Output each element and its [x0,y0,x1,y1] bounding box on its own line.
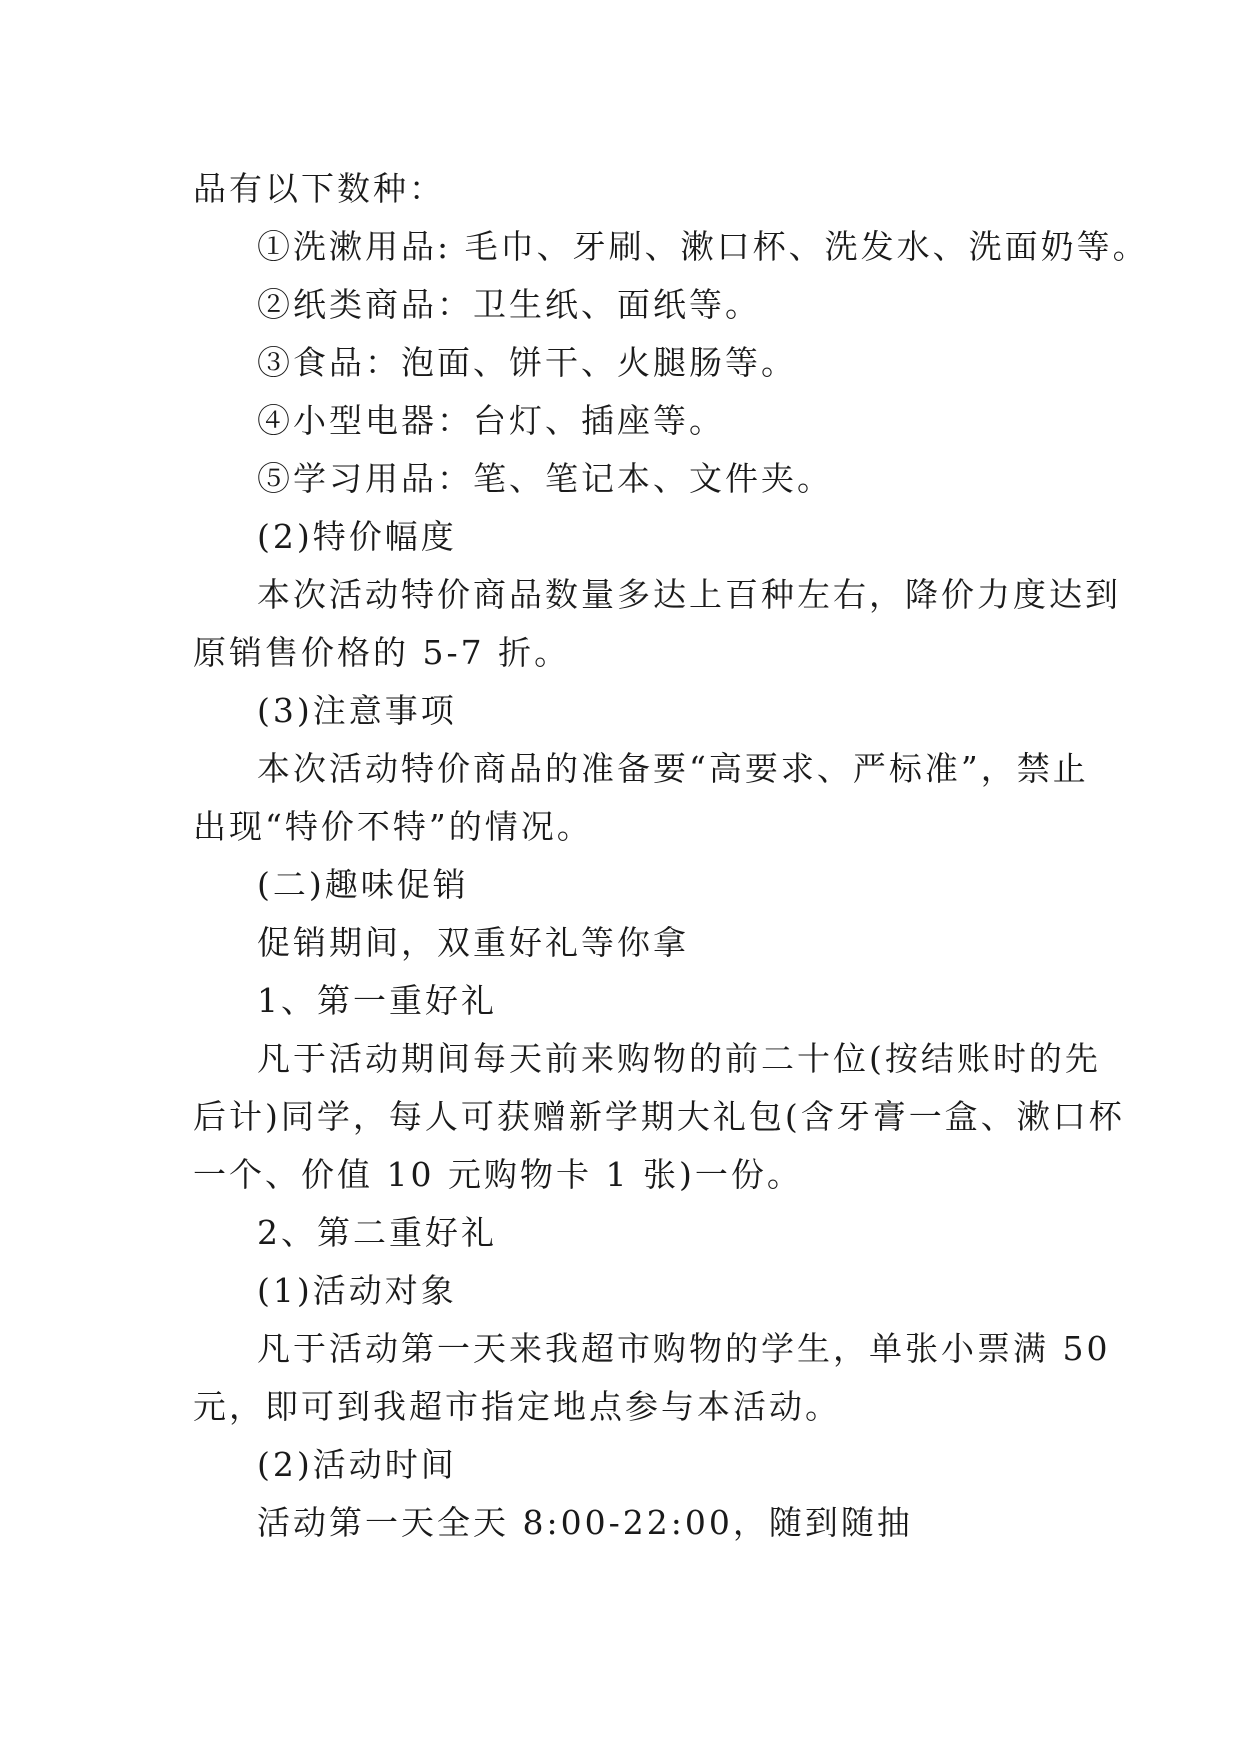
text-line: 凡于活动期间每天前来购物的前二十位(按结账时的先 [257,1039,1101,1078]
text-line: (2)活动时间 [257,1445,457,1484]
text-line: 1、第一重好礼 [257,981,497,1020]
text-line: (1)活动对象 [257,1271,457,1310]
text-line: ③食品：泡面、饼干、火腿肠等。 [257,343,797,382]
text-line: 本次活动特价商品数量多达上百种左右，降价力度达到 [257,575,1121,614]
text-line: 本次活动特价商品的准备要“高要求、严标准”，禁止 [257,749,1089,788]
text-line: ④小型电器：台灯、插座等。 [257,401,725,440]
document-body [193,160,1149,1552]
text-line: ⑤学习用品：笔、笔记本、文件夹。 [257,459,833,498]
text-line: (二)趣味促销 [257,865,469,904]
text-line: 一个、价值 10 元购物卡 1 张)一份。 [193,1155,803,1194]
text-line: 原销售价格的 5-7 折。 [193,633,571,672]
text-line: 品有以下数种： [193,169,445,208]
text-line: 2、第二重好礼 [257,1213,497,1252]
text-line: 后计)同学，每人可获赠新学期大礼包(含牙膏一盒、漱口杯 [193,1097,1125,1136]
text-line: (3)注意事项 [257,691,457,730]
text-line: 出现“特价不特”的情况。 [193,807,593,846]
text-line: ①洗漱用品: 毛巾、牙刷、漱口杯、洗发水、洗面奶等。 [257,227,1149,266]
text-line: 活动第一天全天 8:00-22:00，随到随抽 [257,1503,913,1542]
text-line: ②纸类商品：卫生纸、面纸等。 [257,285,761,324]
text-line: (2)特价幅度 [257,517,457,556]
text-line: 促销期间，双重好礼等你拿 [257,923,689,962]
text-line: 元，即可到我超市指定地点参与本活动。 [193,1387,841,1426]
text-line: 凡于活动第一天来我超市购物的学生，单张小票满 50 [257,1329,1111,1368]
